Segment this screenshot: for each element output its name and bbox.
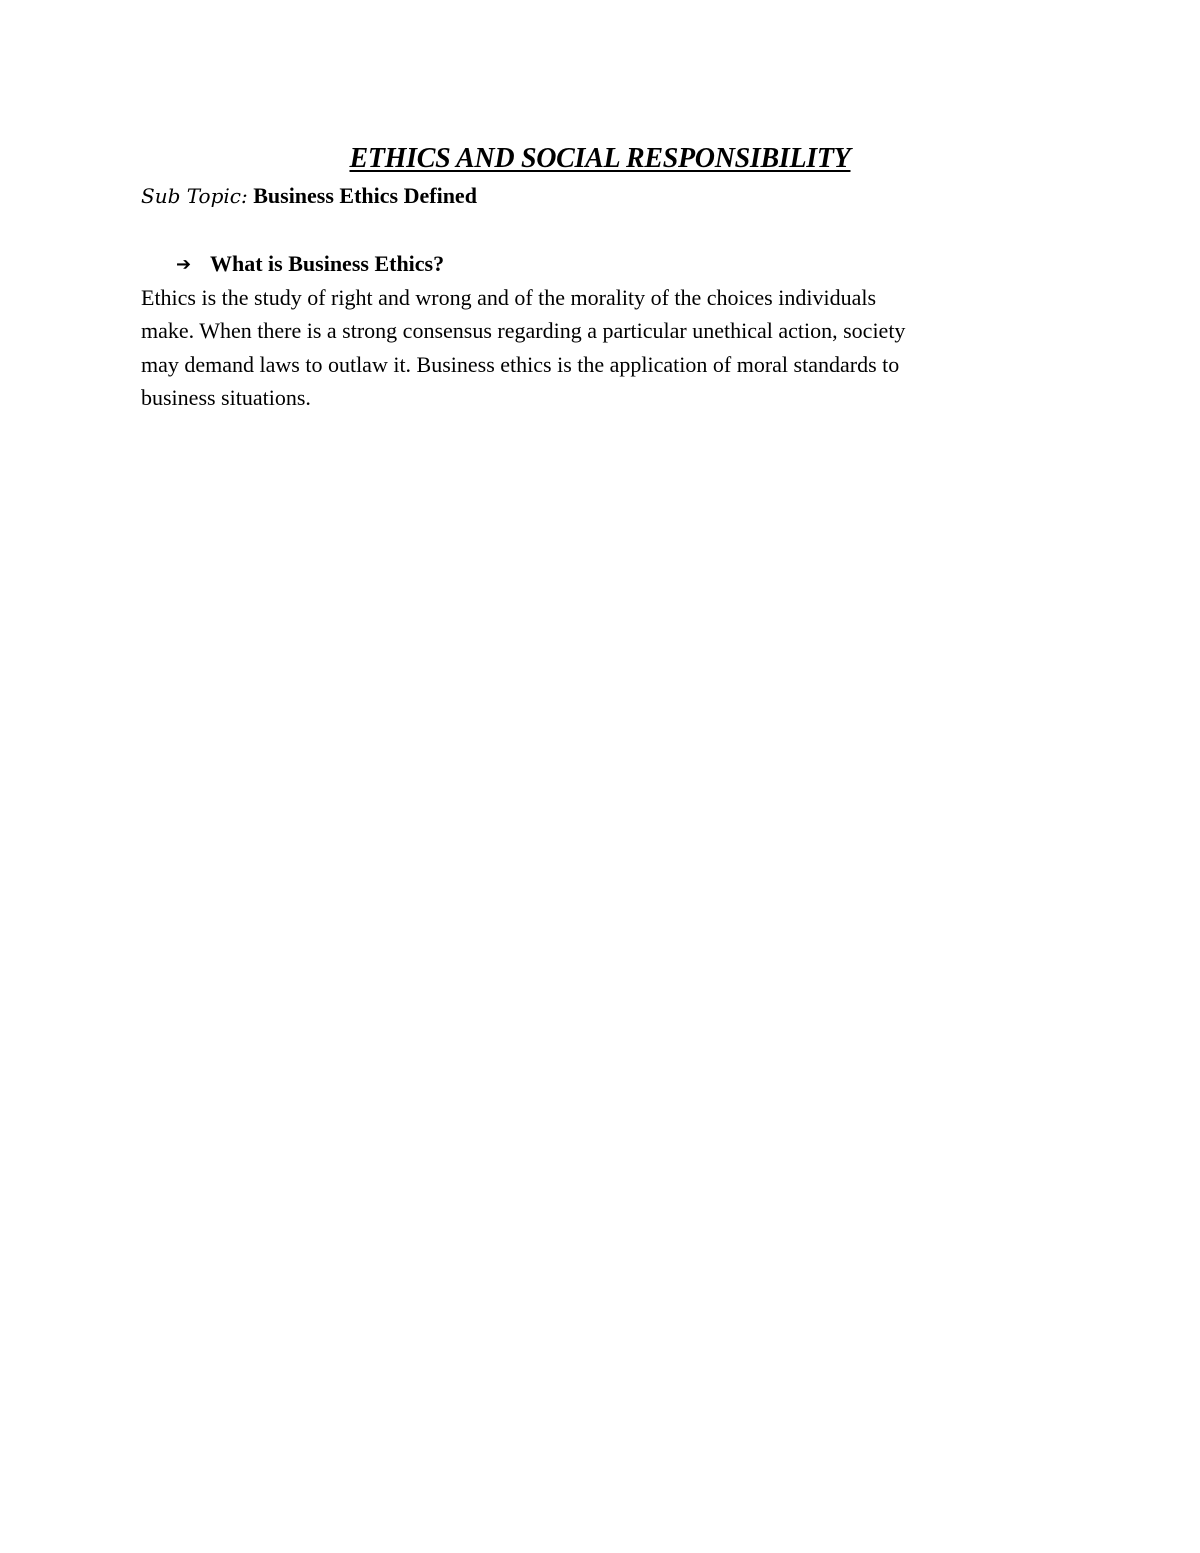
question-heading bbox=[176, 249, 444, 280]
paragraph-line: business situations. bbox=[141, 384, 311, 410]
subtopic-label: Sub Topic: bbox=[141, 184, 248, 208]
right-arrow-icon: ➔ bbox=[176, 254, 192, 275]
paragraph-line: may demand laws to outlaw it. Business ethics is the application of moral standards to bbox=[141, 351, 900, 377]
paragraph-line: Ethics is the study of right and wrong and of the morality of the choices individuals bbox=[141, 285, 877, 310]
subtopic-value: Business Ethics Defined bbox=[253, 183, 477, 208]
subtopic-line bbox=[141, 181, 477, 211]
paragraph-line: make. When there is a strong consensus regarding a particular unethical action, society bbox=[141, 318, 906, 344]
question-text: What is Business Ethics? bbox=[210, 251, 445, 276]
document-title: ETHICS AND SOCIAL RESPONSIBILITY bbox=[349, 143, 851, 174]
definition-paragraph bbox=[141, 281, 1041, 414]
